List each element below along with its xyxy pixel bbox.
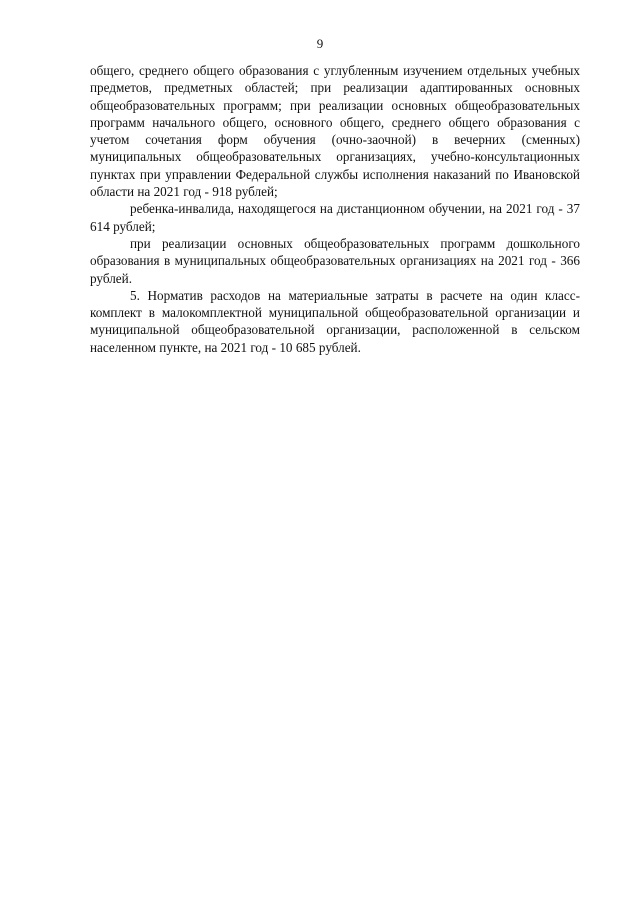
- page-number: 9: [316, 36, 324, 51]
- paragraph-disabled-child: ребенка-инвалида, находящегося на дистанционном обучении, на 2021 год - 37 614 рублей;: [90, 201, 580, 234]
- paragraph-item-5: 5. Норматив расходов на материальные затраты в расчете на один класс-комплект в малокомплектной муниципальной общеобразовательной организации и муниципальной общеобразовательной организации, расположенной в сельском населенном пункте, на 2021 год - 10 685 рублей.: [90, 287, 580, 355]
- paragraph-continuation: общего, среднего общего образования с углубленным изучением отдельных учебных предметов, предметных областей; при реализации адаптированных основных общеобразовательных программ; при реализации основных общеобразовательных программ начального общего, основного общего, среднего общего образования с учетом сочетания форм обучения (очно-заочной) в вечерних (сменных) муниципальных общеобразовательных организациях, учебно-консультационных пунктах при управлении Федеральной службы исполнения наказаний по Ивановской области на 2021 год - 918 рублей;: [90, 63, 580, 200]
- document-body: [90, 62, 580, 356]
- paragraph-preschool: при реализации основных общеобразовательных программ дошкольного образования в муниципальных общеобразовательных организациях на 2021 год - 366 рублей.: [90, 235, 580, 286]
